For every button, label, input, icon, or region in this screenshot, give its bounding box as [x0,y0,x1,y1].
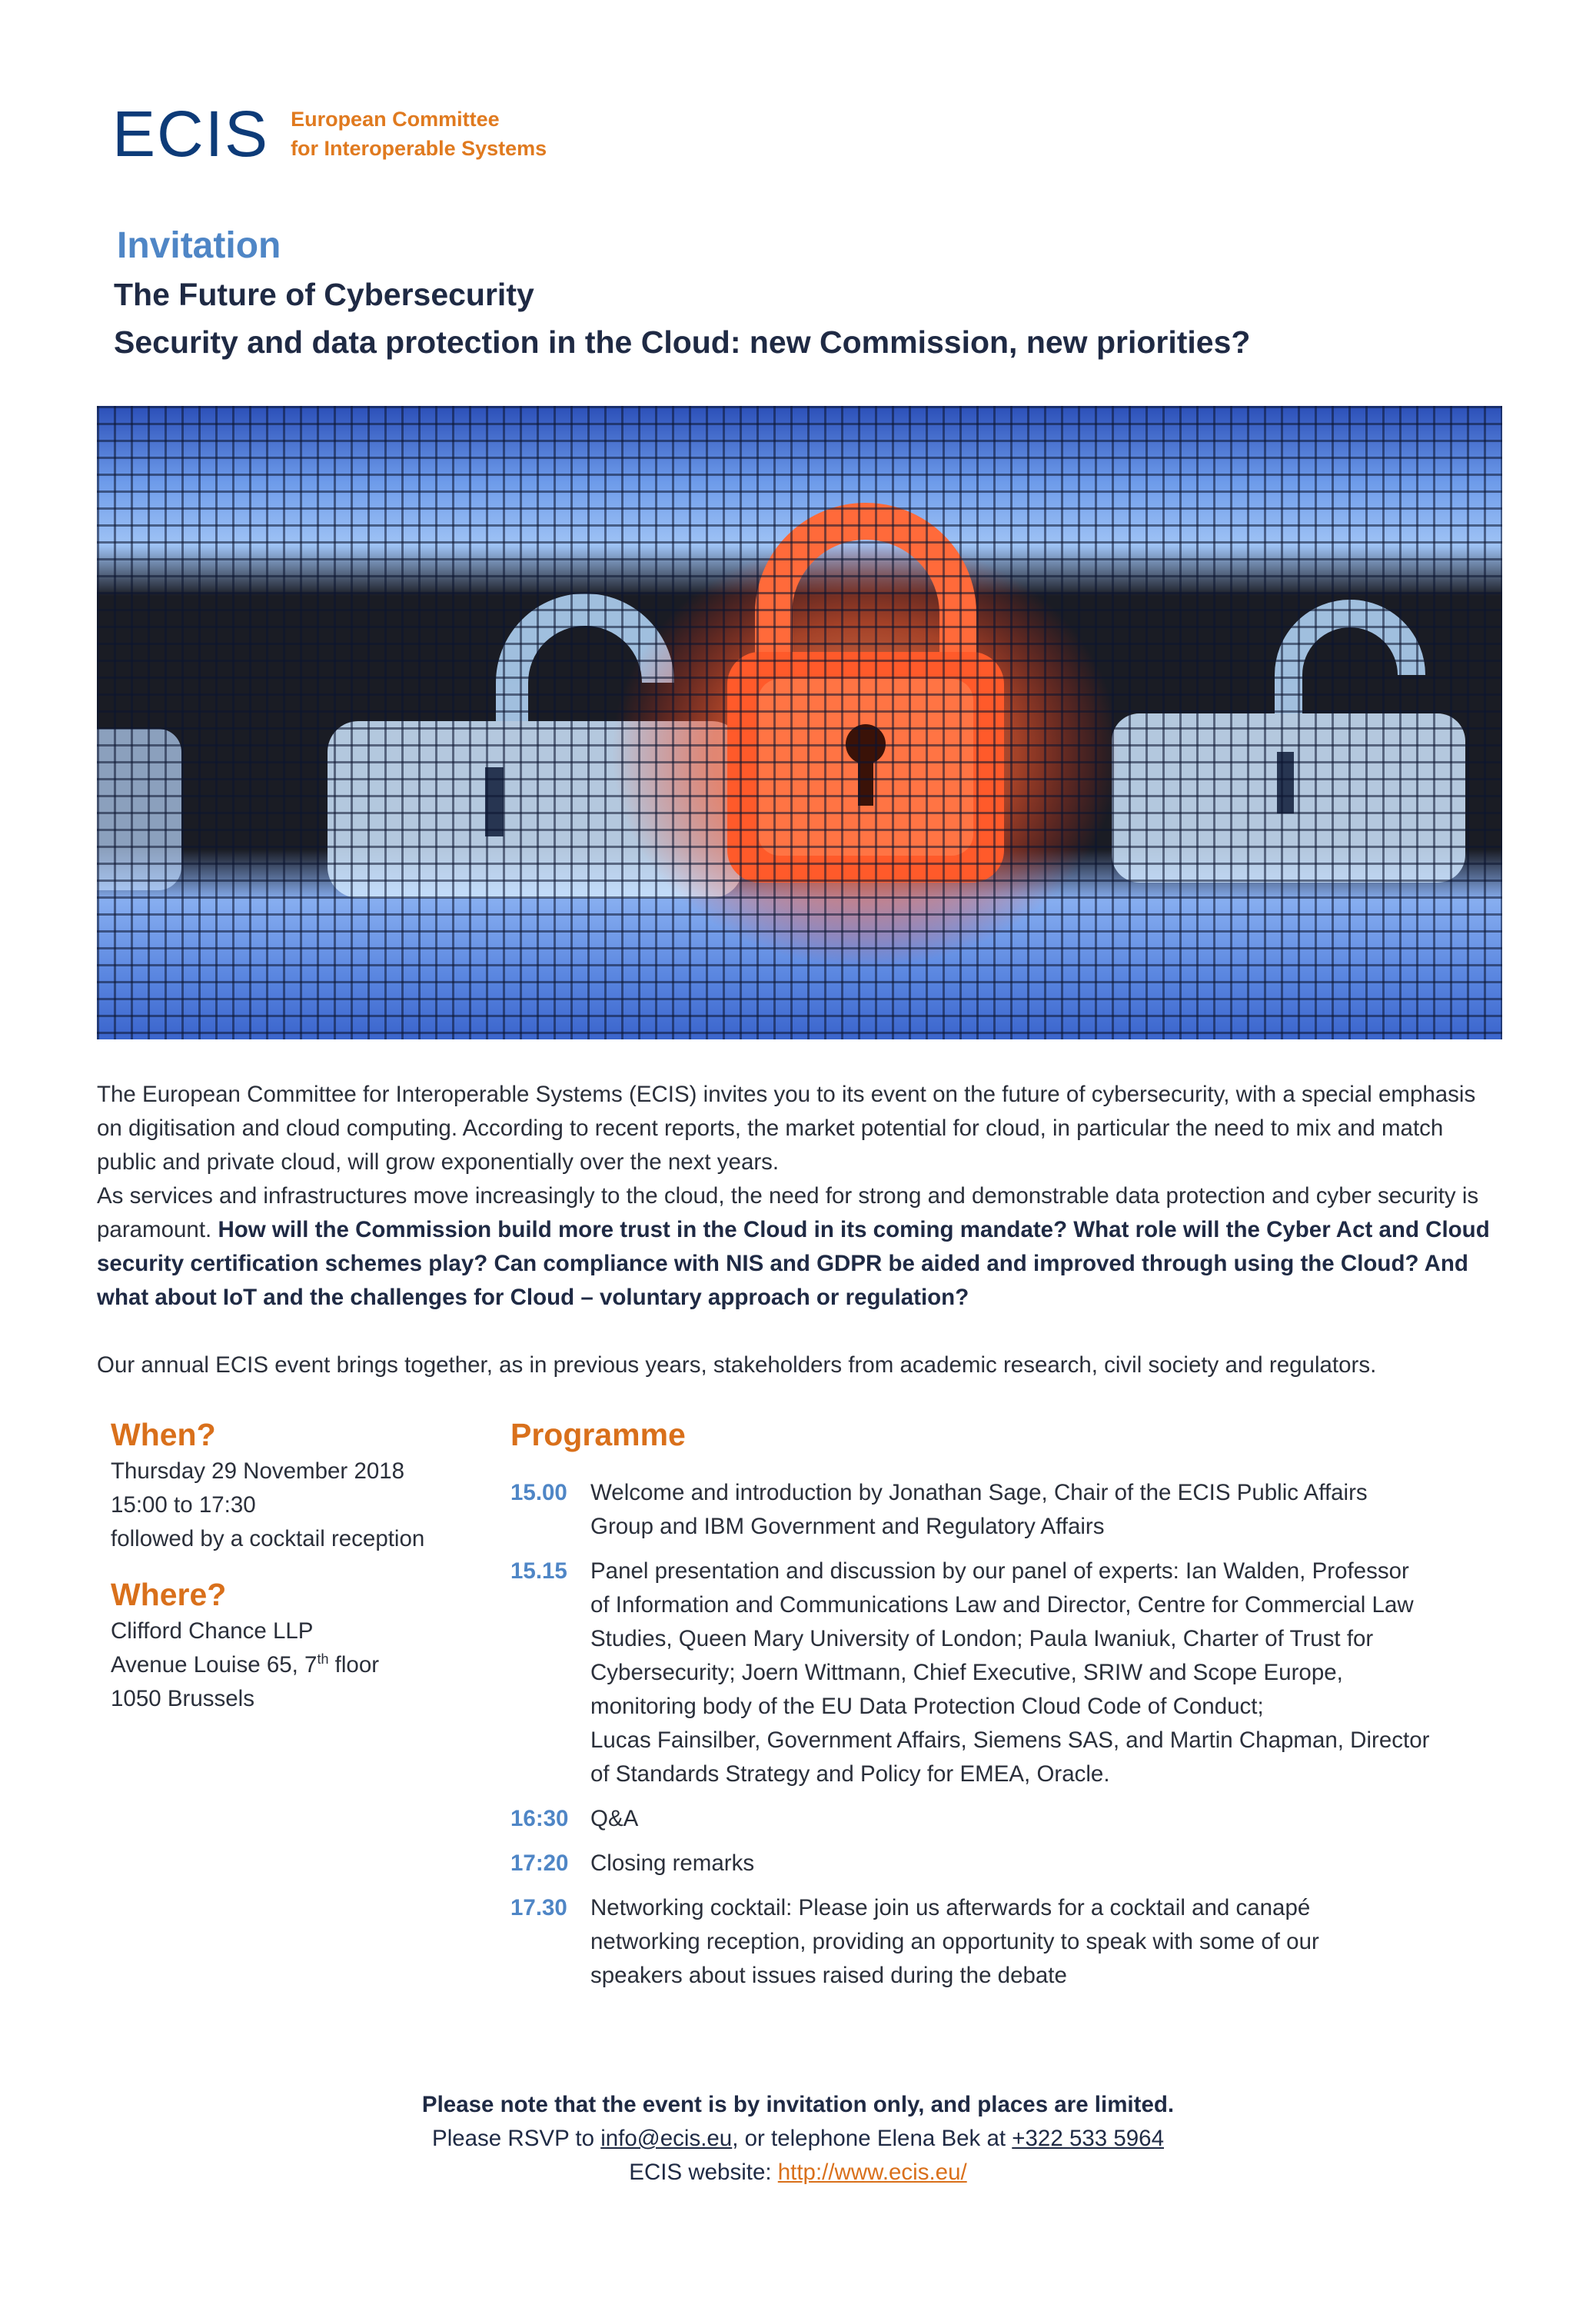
programme-item [510,1555,1502,1791]
intro-paragraph-1: The European Committee for Interoperable Systems (ECIS) invites you to its event on the future of cybersecurity, with a special emphasis on digitisation and cloud computing. According to recent reports, the market potential for cloud, in particular the need to mix and match public and private cloud, will grow exponentially over the next years. [97,1082,1476,1175]
programme-description: Panel presentation and discussion by our panel of experts: Ian Walden, Professor of Information and Communications Law and Director, Centre for Commercial Law Studies, Queen Mary University of London; Paula Iwaniuk, Charter of Trust for Cybersecurity; Joern Wittmann, Chief Executive, SRIW and Scope Europe, monitoring body of the EU Data Protection Cloud Code of Conduct; Lucas Fainsilber, Government Affairs, Siemens SAS, and Martin Chapman, Director of Standards Strategy and Policy for EMEA, Oracle. [590,1558,1430,1787]
programme-item [510,1847,1502,1880]
ecis-logo [112,98,547,170]
invitation-note: Please note that the event is by invitation only, and places are limited. [421,2092,1175,2117]
venue-street [111,1648,495,1682]
logo-line-1: European Committee [291,108,500,131]
rsvp-line [0,2122,1596,2156]
venue-street-main: Avenue Louise 65, 7 [111,1652,318,1678]
programme-description: Closing remarks [590,1850,755,1876]
website-line [0,2156,1596,2190]
where-block [111,1574,495,1716]
programme-time: 15.15 [510,1558,567,1584]
intro-paragraph-2 [97,1179,1504,1315]
logo-text [291,105,547,163]
intro-paragraph-2-plain: As services and infrastructures move increasingly to the cloud, the need for strong and demonstrable data protection and cyber security is paramount. [97,1183,1479,1242]
page-title: The Future of Cybersecurity [114,277,534,312]
programme-time: 17:20 [510,1850,569,1876]
programme-time: 15.00 [510,1480,567,1505]
venue-street-end: floor [328,1652,380,1678]
invitation-heading: Invitation [117,225,281,266]
footer [0,2088,1596,2190]
programme-item [510,1891,1502,1993]
programme-description: Welcome and introduction by Jonathan Sage, Chair of the ECIS Public Affairs Group and IBM Government and Regulatory Affairs [590,1480,1368,1539]
venue-name: Clifford Chance LLP [111,1618,314,1644]
intro-paragraph-2-questions: How will the Commission build more trust in the Cloud in its coming mandate? What role will the Cyber Act and Cloud security certification schemes play? Can compliance with NIS and GDPR be aided and improved through using the Cloud? And what about IoT and the challenges for Cloud – voluntary approach or regulation? [97,1217,1490,1310]
rsvp-prefix: Please RSVP to [432,2126,601,2151]
hero-image [97,406,1502,1039]
programme-description: Networking cocktail: Please join us afterwards for a cocktail and canapé networking reception, providing an opportunity to speak with some of our speakers about issues raised during the debate [590,1895,1319,1988]
where-heading: Where? [111,1577,227,1612]
venue-city: 1050 Brussels [111,1686,254,1711]
rsvp-email-link[interactable]: info@ecis.eu [600,2126,733,2151]
event-details [111,1415,495,1716]
event-date: Thursday 29 November 2018 [111,1458,405,1484]
rsvp-middle: , or telephone Elena Bek at [732,2126,1012,2151]
programme-description: Q&A [590,1806,639,1831]
intro-text [97,1078,1504,1382]
programme-time: 17.30 [510,1895,567,1920]
programme-item [510,1802,1502,1836]
programme [510,1415,1502,2003]
website-link[interactable]: http://www.ecis.eu/ [777,2160,967,2185]
programme-heading: Programme [510,1417,686,1452]
page-subtitle: Security and data protection in the Cloud: new Commission, new priorities? [114,324,1251,360]
when-heading: When? [111,1417,216,1452]
programme-item [510,1476,1502,1544]
programme-time: 16:30 [510,1806,569,1831]
venue-street-sup: th [317,1651,329,1668]
rsvp-phone-link[interactable]: +322 533 5964 [1012,2126,1164,2151]
padlock-grid-icon [97,406,1502,1039]
event-followup: followed by a cocktail reception [111,1526,425,1551]
event-time: 15:00 to 17:30 [111,1492,256,1518]
intro-paragraph-3: Our annual ECIS event brings together, as in previous years, stakeholders from academic research, civil society and regulators. [97,1352,1377,1378]
website-label: ECIS website: [629,2160,778,2185]
logo-line-2: for Interoperable Systems [291,137,547,160]
logo-mark: ECIS [112,98,270,170]
